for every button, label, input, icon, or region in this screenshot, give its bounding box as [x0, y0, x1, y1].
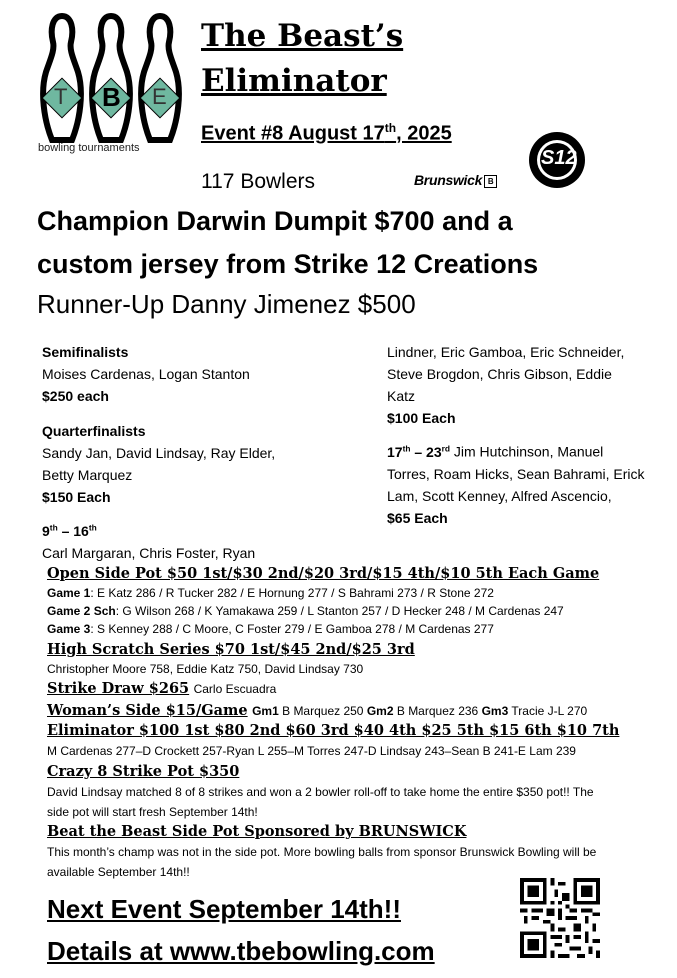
logo-caption: bowling tournaments: [38, 142, 140, 154]
logo-letter-t: T: [54, 84, 68, 109]
quarter-prize: $150 Each: [42, 489, 111, 505]
next-event: [47, 888, 435, 972]
ninth-cont-3: Katz: [387, 388, 416, 404]
event-date-sup: th: [384, 121, 397, 135]
beast-header: Beat the Beast Side Pot Sponsored by BRUNSWICK: [47, 823, 467, 840]
ninth-cont-1: Lindner, Eric Gamboa, Eric Schneider,: [387, 344, 625, 360]
game1-line: [47, 584, 657, 602]
seventeen-prize: $65 Each: [387, 509, 448, 526]
womans-g2-label: Gm2: [366, 704, 394, 718]
qr-code-icon: [520, 878, 600, 958]
game3-line: [47, 620, 657, 638]
ninth-to-sup: th: [88, 522, 97, 532]
game3-results: : S Kenney 288 / C Moore, C Foster 279 / E Gamboa 278 / M Cardenas 277: [90, 622, 494, 636]
runner-up: Runner-Up Danny Jimenez $500: [37, 289, 416, 319]
ninth-names: Carl Margaran, Chris Foster, Ryan: [42, 544, 256, 561]
bowler-count: 117 Bowlers: [201, 170, 316, 193]
strike-draw-line: [47, 678, 657, 700]
eliminator-header: Eliminator $100 1st $80 2nd $60 3rd $40 4th $25 5th $15 6th $10 7th: [47, 722, 620, 739]
brunswick-text: Brunswick: [414, 172, 483, 188]
champion-announcement: [37, 200, 597, 286]
ninth-from: 9: [42, 522, 50, 539]
semi-prize: $250 each: [42, 388, 109, 404]
womans-line: [47, 700, 657, 722]
open-side-header: Open Side Pot $50 1st/$30 2nd/$20 3rd/$15 4th/$10 5th Each Game: [47, 565, 600, 582]
quarter-names-1: Sandy Jan, David Lindsay, Ray Elder,: [42, 445, 276, 461]
womans-g1: B Marquez 250: [278, 704, 367, 718]
game2-results: : G Wilson 268 / K Yamakawa 259 / L Stanton 257 / D Hecker 248 / M Cardenas 247: [115, 604, 564, 618]
game1-results: : E Katz 286 / R Tucker 282 / E Hornung 277 / S Bahrami 273 / R Stone 272: [90, 586, 494, 600]
strike12-text: S12: [541, 147, 577, 169]
crazy8-text-2: side pot will start fresh September 14th!: [47, 805, 258, 819]
seventeen-names-2: Torres, Roam Hicks, Sean Bahrami, Erick: [387, 465, 645, 482]
strike-draw-winner: Carlo Escuadra: [193, 682, 277, 696]
champion-line-1: Champion Darwin Dumpit $700 and a: [37, 206, 513, 236]
quarter-label: Quarterfinalists: [42, 423, 146, 439]
next-event-date: Next Event September 14th!!: [47, 894, 401, 924]
logo-letter-e: E: [152, 84, 167, 109]
game1-label: Game 1: [47, 586, 91, 600]
seventeen-names-1: Jim Hutchinson, Manuel: [450, 443, 604, 460]
side-pots: [47, 564, 657, 882]
game2-line: [47, 602, 657, 620]
left-column: [42, 341, 372, 564]
event-date-text: Event #8 August 17: [201, 122, 385, 145]
champion-line-2: custom jersey from Strike 12 Creations: [37, 249, 539, 279]
seventeen-to: – 23: [410, 443, 442, 460]
website-link[interactable]: Details at www.tbebowling.com: [47, 936, 435, 966]
brunswick-b-icon: B: [484, 175, 497, 188]
seventeen-names-3: Lam, Scott Kenney, Alfred Ascencio,: [387, 487, 612, 504]
high-scratch-results: Christopher Moore 758, Eddie Katz 750, David Lindsay 730: [47, 662, 364, 676]
game2-label: Game 2 Sch: [47, 604, 116, 618]
womans-g1-label: Gm1: [252, 704, 279, 718]
game3-label: Game 3: [47, 622, 91, 636]
ninth-to: – 16: [57, 522, 89, 539]
ninth-prize: $100 Each: [387, 410, 456, 426]
seventeen-line: [387, 437, 657, 463]
right-column: [387, 341, 657, 529]
title-line-2: Eliminator: [201, 63, 387, 99]
strike-draw-header: Strike Draw $265: [47, 680, 190, 697]
high-scratch-header: High Scratch Series $70 1st/$45 2nd/$25 3rd: [47, 641, 415, 658]
eliminator-results: M Cardenas 277–D Crockett 257-Ryan L 255–M Torres 247-D Lindsay 243–Sean B 241-E Lam 239: [47, 744, 576, 758]
ninth-cont-2: Steve Brogdon, Chris Gibson, Eddie: [387, 366, 612, 382]
ninth-label: [42, 516, 372, 542]
title-line-1: The Beast’s: [201, 18, 404, 54]
womans-g2: B Marquez 236: [393, 704, 482, 718]
beast-text-2: available September 14th!!: [47, 865, 190, 879]
crazy8-text-1: David Lindsay matched 8 of 8 strikes and won a 2 bowler roll-off to take home the entire $350 pot!! The: [47, 785, 594, 799]
womans-g3: Tracie J-L 270: [508, 704, 588, 718]
womans-header: Woman’s Side $15/Game: [47, 702, 248, 719]
logo-letter-b: B: [102, 82, 121, 112]
event-date: [201, 121, 452, 146]
brunswick-logo: [414, 172, 497, 188]
crazy8-header: Crazy 8 Strike Pot $350: [47, 763, 240, 780]
seventeen-from: 17: [387, 443, 403, 460]
semi-names: Moises Cardenas, Logan Stanton: [42, 366, 250, 382]
seventeen-to-sup: rd: [441, 443, 450, 453]
semi-label: Semifinalists: [42, 344, 129, 360]
beast-text-1: This month’s champ was not in the side pot. More bowling balls from sponsor Brunswick Bowling will be: [47, 845, 597, 859]
womans-g3-label: Gm3: [481, 704, 509, 718]
page-title: [201, 14, 403, 104]
qr-code[interactable]: [520, 878, 600, 958]
seventeen-from-sup: th: [402, 443, 411, 453]
quarter-names-2: Betty Marquez: [42, 467, 133, 483]
ninth-from-sup: th: [49, 522, 58, 532]
tbe-logo: [36, 10, 186, 160]
event-year: , 2025: [396, 122, 452, 145]
strike12-logo: [527, 130, 587, 190]
